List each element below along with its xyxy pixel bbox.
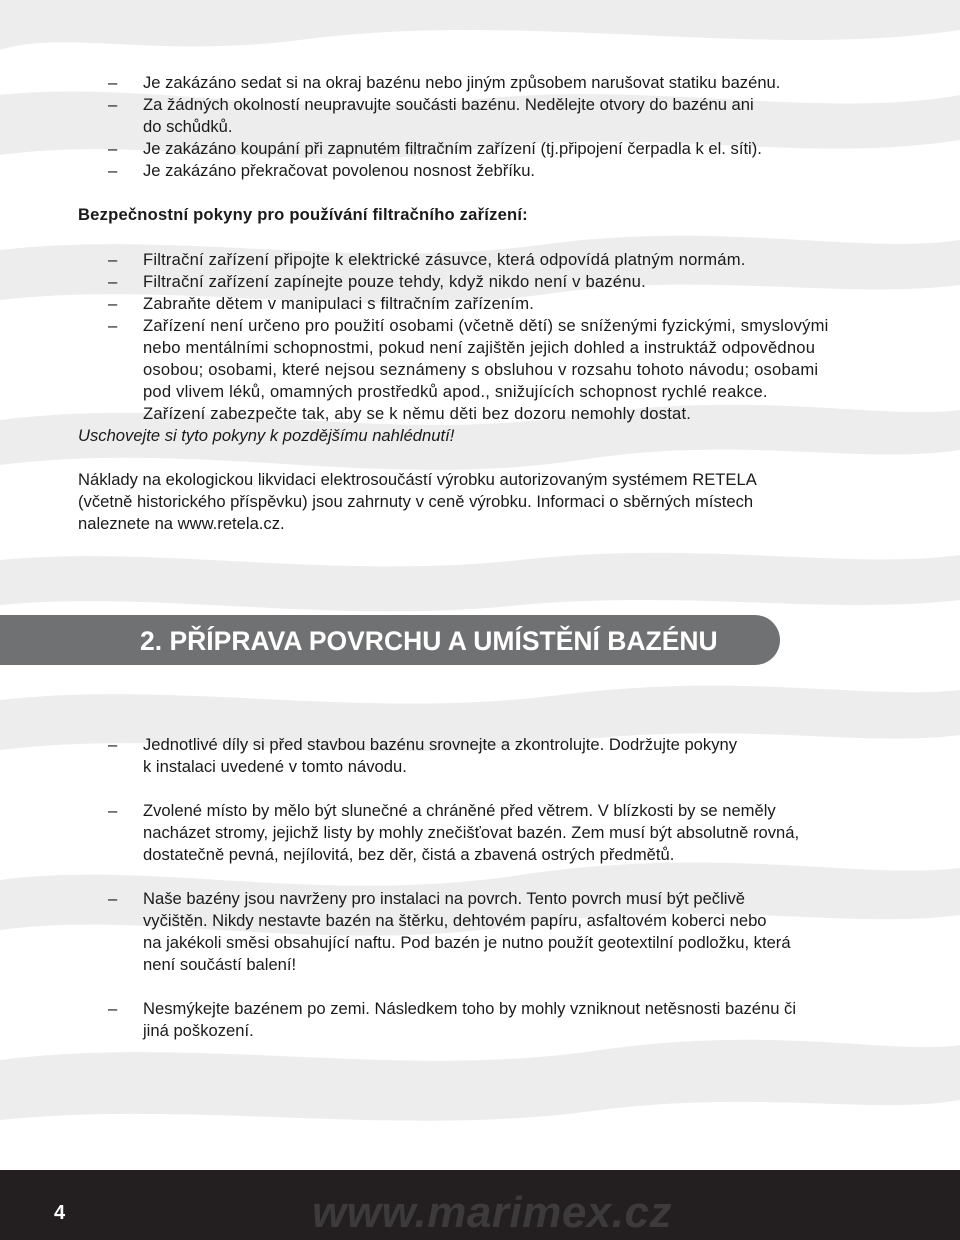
list-item-line: není součástí balení! bbox=[143, 955, 297, 974]
list-item-line: Nesmýkejte bazénem po zemi. Následkem toho by mohly vzniknout netěsnosti bazénu či bbox=[143, 999, 797, 1018]
filter-safety-list bbox=[0, 249, 960, 425]
dash-bullet: – bbox=[108, 272, 118, 291]
list-item bbox=[0, 94, 960, 138]
list-item-line: nebo mentálními schopnostmi, pokud není zajištěn jejich dohled a instruktáž odpovědnou bbox=[143, 338, 816, 357]
dash-bullet: – bbox=[108, 889, 118, 908]
list-item bbox=[0, 998, 960, 1042]
recycling-paragraph bbox=[78, 469, 878, 535]
list-item-line: vyčištěn. Nikdy nestavte bazén na štěrku, dehtovém papíru, asfaltovém koberci nebo bbox=[143, 911, 767, 930]
section-banner bbox=[0, 615, 780, 665]
list-item-line: Naše bazény jsou navrženy pro instalaci na povrch. Tento povrch musí být pečlivě bbox=[143, 889, 745, 908]
dash-bullet: – bbox=[108, 73, 118, 92]
list-item bbox=[0, 72, 960, 94]
filter-safety-heading: Bezpečnostní pokyny pro používání filtračního zařízení: bbox=[78, 205, 528, 224]
list-item-line: Je zakázáno překračovat povolenou nosnost žebříku. bbox=[143, 161, 536, 180]
list-item-line: Je zakázáno koupání při zapnutém filtračním zařízení (tj.připojení čerpadla k el. síti). bbox=[143, 139, 762, 158]
list-item bbox=[0, 138, 960, 160]
list-item-line: Je zakázáno sedat si na okraj bazénu nebo jiným způsobem narušovat statiku bazénu. bbox=[143, 73, 781, 92]
list-item bbox=[0, 160, 960, 182]
list-item-line: dostatečně pevná, nejílovitá, bez děr, čistá a zbavená ostrých předmětů. bbox=[143, 845, 675, 864]
dash-bullet: – bbox=[108, 250, 118, 269]
dash-bullet: – bbox=[108, 95, 118, 114]
page-number: 4 bbox=[54, 1202, 66, 1224]
list-item-line: Zařízení není určeno pro použití osobami (včetně dětí) se sníženými fyzickými, smyslovými bbox=[143, 316, 829, 335]
list-item-line: Zvolené místo by mělo být slunečné a chráněné před větrem. V blízkosti by se neměly bbox=[143, 801, 776, 820]
list-item-line: pod vlivem léků, omamných prostředků apod., snižujících schopnost rychlé reakce. bbox=[143, 382, 768, 401]
list-item bbox=[0, 734, 960, 778]
list-item bbox=[0, 888, 960, 976]
list-item-line: Filtrační zařízení zapínejte pouze tehdy, když nikdo není v bazénu. bbox=[143, 272, 646, 291]
dash-bullet: – bbox=[108, 161, 118, 180]
footer-website-link[interactable]: www.marimex.cz bbox=[312, 1188, 672, 1237]
section-title: 2. PŘÍPRAVA POVRCHU A UMÍSTĚNÍ BAZÉNU bbox=[140, 626, 718, 656]
list-item-line: k instalaci uvedené v tomto návodu. bbox=[143, 757, 407, 776]
list-item bbox=[0, 271, 960, 293]
dash-bullet: – bbox=[108, 801, 118, 820]
list-item-line: Filtrační zařízení připojte k elektrické zásuvce, která odpovídá platným normám. bbox=[143, 250, 746, 269]
list-item bbox=[0, 800, 960, 866]
keep-instructions-note: Uschovejte si tyto pokyny k pozdějšímu nahlédnutí! bbox=[78, 426, 455, 445]
list-item-line: nacházet stromy, jejichž listy by mohly znečišťovat bazén. Zem musí být absolutně rovná, bbox=[143, 823, 800, 842]
list-item-line: jiná poškození. bbox=[143, 1021, 254, 1040]
list-item bbox=[0, 293, 960, 315]
list-item-line: Jednotlivé díly si před stavbou bazénu srovnejte a zkontrolujte. Dodržujte pokyny bbox=[143, 735, 738, 754]
dash-bullet: – bbox=[108, 999, 118, 1018]
list-item-line: na jakékoli směsi obsahující naftu. Pod bazén je nutno použít geotextilní podložku, která bbox=[143, 933, 791, 952]
recycling-line: (včetně historického příspěvku) jsou zahrnuty v ceně výrobku. Informaci o sběrných místech bbox=[78, 492, 754, 511]
dash-bullet: – bbox=[108, 316, 118, 335]
dash-bullet: – bbox=[108, 294, 118, 313]
page-footer bbox=[0, 1170, 960, 1240]
list-item-line: do schůdků. bbox=[143, 117, 233, 136]
list-item-line: osobou; osobami, které nejsou seznámeny s obsluhou v rozsahu tohoto návodu; osobami bbox=[143, 360, 819, 379]
recycling-line: Náklady na ekologickou likvidaci elektrosoučástí výrobku autorizovaným systémem RETELA bbox=[78, 470, 757, 489]
list-item bbox=[0, 249, 960, 271]
dash-bullet: – bbox=[108, 139, 118, 158]
list-item bbox=[0, 315, 960, 425]
list-item-line: Za žádných okolností neupravujte součásti bazénu. Nedělejte otvory do bazénu ani bbox=[143, 95, 754, 114]
surface-prep-list bbox=[0, 734, 960, 1064]
dash-bullet: – bbox=[108, 735, 118, 754]
list-item-line: Zabraňte dětem v manipulaci s filtračním zařízením. bbox=[143, 294, 535, 313]
list-item-line: Zařízení zabezpečte tak, aby se k němu děti bez dozoru nemohly dostat. bbox=[143, 404, 692, 423]
recycling-line: naleznete na www.retela.cz. bbox=[78, 514, 285, 533]
pool-rules-list bbox=[0, 72, 960, 182]
